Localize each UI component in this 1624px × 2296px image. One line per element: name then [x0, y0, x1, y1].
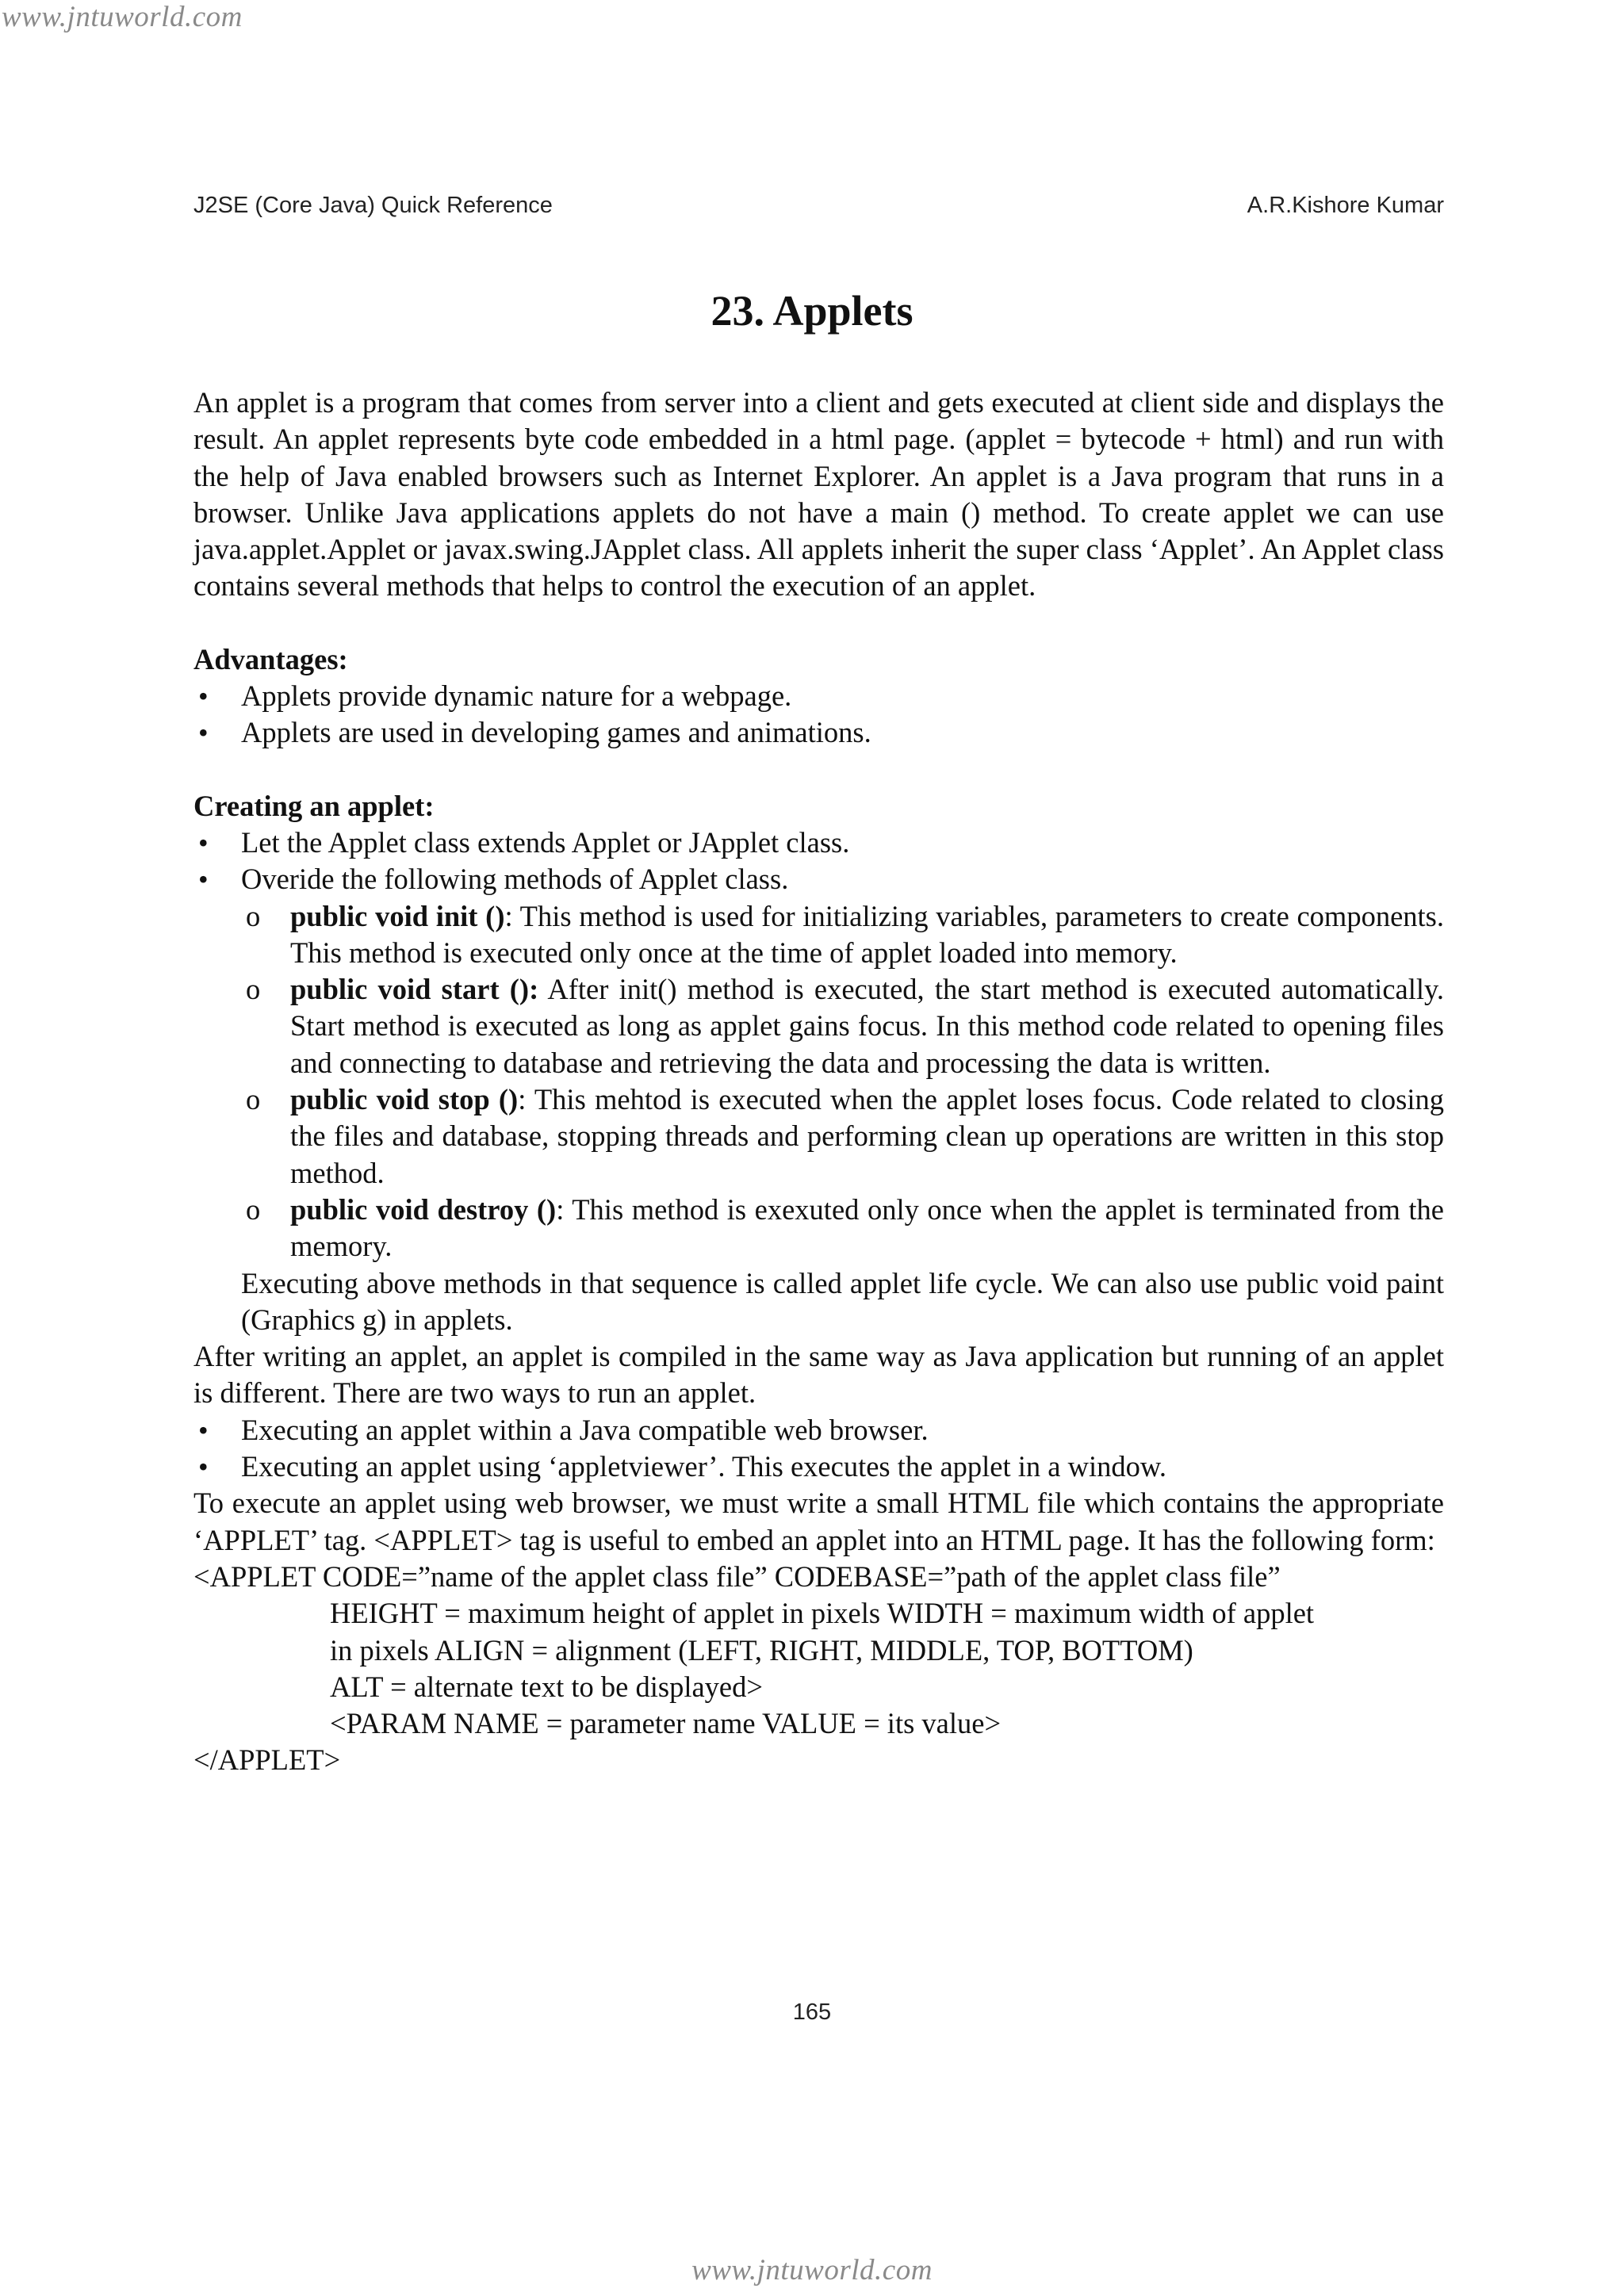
page-number: 165 — [792, 1999, 832, 2025]
method-signature: public void init () — [290, 899, 505, 932]
method-description: : This mehtod is executed when the applet loses focus. Code related to closing the files and database, stopping threads and performing clean up operations are written in this stop method. — [290, 1083, 1445, 1189]
applet-tag-line: HEIGHT = maximum height of applet in pixels WIDTH = maximum width of applet — [330, 1597, 1315, 1630]
advantages-heading: Advantages: — [193, 642, 348, 675]
advantages-list — [193, 678, 1444, 752]
method-init — [241, 898, 1444, 972]
method-description: After init() method is executed, the start method is executed automatically. Start method is executed as long as applet gains focus. In this method code related to opening files and connecting to database and retrieving the data and processing the data is written. — [290, 973, 1445, 1079]
applet-tag-line: <PARAM NAME = parameter name VALUE = its value> — [330, 1707, 1002, 1740]
list-item-text: Applets provide dynamic nature for a webpage. — [241, 679, 792, 713]
running-list — [193, 1412, 1444, 1486]
bullet-icon: • — [198, 717, 209, 749]
creating-list — [193, 825, 1444, 898]
method-destroy — [241, 1192, 1444, 1265]
header-book-title: J2SE (Core Java) Quick Reference — [193, 193, 553, 218]
circle-bullet-icon: o — [246, 1083, 261, 1116]
list-item-text: Executing an applet within a Java compatible web browser. — [241, 1413, 929, 1446]
method-signature: public void destroy () — [290, 1192, 557, 1226]
bullet-icon: • — [198, 863, 209, 896]
page-body — [193, 385, 1444, 1779]
list-item — [193, 825, 1444, 861]
list-item — [193, 714, 1444, 751]
intro-paragraph: An applet is a program that comes from server into a client and gets executed at client side and displays the result. An applet represents byte code embedded in a html page. (applet = bytecode + html) and run with the help of Java enabled browsers such as Internet Explorer. An applet is a Java program that runs in a browser. Unlike Java applications applets do not have a main () method. To create applet we can use java.applet.Applet or javax.swing.JApplet class. All applets inherit the super class ‘Applet’. An Applet class contains several methods that helps to control the execution of an applet. — [193, 386, 1444, 603]
bullet-icon: • — [198, 1451, 209, 1483]
chapter-title: 23. Applets — [710, 287, 914, 335]
watermark-bottom: www.jntuworld.com — [691, 2254, 933, 2286]
list-item-text: Let the Applet class extends Applet or JApplet class. — [241, 825, 850, 859]
circle-bullet-icon: o — [246, 1192, 261, 1226]
applet-tag-line: </APPLET> — [193, 1743, 341, 1777]
watermark-top: www.jntuworld.com — [2, 1, 243, 33]
method-stop — [241, 1081, 1444, 1192]
browser-paragraph: To execute an applet using web browser, we must write a small HTML file which contains the appropriate ‘APPLET’ tag. <APPLET> tag is useful to embed an applet into an HTML page. It has the following form: — [193, 1487, 1444, 1556]
list-item-text: Applets are used in developing games and animations. — [241, 716, 871, 749]
list-item — [193, 1448, 1444, 1485]
applet-tag-line: <APPLET CODE=”name of the applet class file” CODEBASE=”path of the applet class file” — [193, 1559, 1281, 1593]
bullet-icon: • — [198, 826, 209, 859]
method-description: : This method is used for initializing variables, parameters to create components. This method is executed only once at the time of applet loaded into memory. — [290, 899, 1444, 969]
spacer — [193, 752, 1444, 788]
spacer — [193, 605, 1444, 641]
applet-tag-line: in pixels ALIGN = alignment (LEFT, RIGHT, MIDDLE, TOP, BOTTOM) — [330, 1633, 1193, 1667]
bullet-icon: • — [198, 1414, 209, 1446]
applet-tag-line: ALT = alternate text to be displayed> — [330, 1670, 763, 1703]
lifecycle-paragraph: Executing above methods in that sequence is called applet life cycle. We can also use public void paint (Graphics g) in applets. — [241, 1266, 1444, 1336]
header-author: A.R.Kishore Kumar — [1247, 193, 1444, 218]
method-signature: public void stop () — [290, 1083, 519, 1116]
creating-heading: Creating an applet: — [193, 789, 435, 822]
method-signature: public void start (): — [290, 973, 539, 1006]
circle-bullet-icon: o — [246, 899, 261, 932]
circle-bullet-icon: o — [246, 973, 261, 1006]
list-item — [193, 1412, 1444, 1448]
method-description: : This method is exexuted only once when the applet is terminated from the memory. — [290, 1192, 1445, 1263]
list-item — [193, 861, 1444, 897]
method-start — [241, 971, 1444, 1081]
methods-list — [193, 898, 1444, 1265]
list-item-text: Executing an applet using ‘appletviewer’. This executes the applet in a window. — [241, 1450, 1166, 1483]
list-item-text: Overide the following methods of Applet class. — [241, 863, 789, 896]
running-paragraph: After writing an applet, an applet is compiled in the same way as Java application but running of an applet is different. There are two ways to run an applet. — [193, 1340, 1444, 1410]
bullet-icon: • — [198, 680, 209, 713]
list-item — [193, 678, 1444, 714]
